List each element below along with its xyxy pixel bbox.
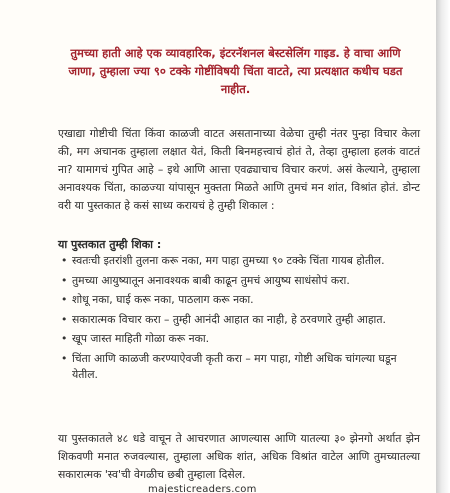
intro-paragraph: एखाद्या गोष्टीची चिंता किंवा काळजी वाटत असतानाच्या वेळेचा तुम्ही नंतर पुन्हा विचार केला की, मग अचानक तुम्हाला लक्षात येतं, किती बिनमहत्त्वाचं होतं ते, तेव्हा तुम्हाला हलकं वाटतं ना? यामागचं गुपित आहे – इथे आणि आत्ता एवढ्याचाच विचार करणं. असं केल्याने, तुम्हाला अनावश्यक चिंता, काळज्या यांपासून मुक्तता मिळते आणि तुमचं मन शांत, विश्रांत होतं. डोन्ट वरी या पुस्तकात हे कसं साध्य करायचं हे तुम्ही शिकाल :: [58, 127, 420, 212]
list-item: • तुमच्या आयुष्यातून अनावश्यक बाबी काढून तुमचं आयुष्य साधंसोपं करा.: [58, 273, 420, 290]
list-item: • खूप जास्त माहिती गोळा करू नका.: [58, 331, 420, 348]
list-item: • शोधू नका, घाई करू नका, पाठलाग करू नका.: [58, 292, 420, 309]
headline-blurb: तुमच्या हाती आहे एक व्यावहारिक, इंटरनॅशनल बेस्टसेलिंग गाइड. हे वाचा आणि जाणा, तुम्हाला ज्या ९० टक्के गोष्टींविषयी चिंता वाटते, त्या प्रत्यक्षात कधीच घडत नाहीत.: [68, 46, 403, 96]
closing-paragraph: या पुस्तकातले ४८ धडे वाचून ते आचरणात आणल्यास आणि यातल्या ३० झेनगो अर्थात झेन शिकवणी मनात रुजवल्यास, तुम्हाला अधिक शांत, अधिक विश्रांत वाटेल आणि तुमच्यातल्या सकारात्मक 'स्व'ची वेगळीच छबी तुम्हाला दिसेल.: [58, 432, 420, 481]
list-item: • सकारात्मक विचार करा – तुम्ही आनंदी आहात का नाही, हे ठरवणारे तुम्ही आहात.: [58, 312, 420, 329]
list-item: • स्वतःची इतरांशी तुलना करू नका, मग पाहा तुमच्या ९० टक्के चिंता गायब होतील.: [58, 253, 420, 270]
list-title: या पुस्तकात तुम्ही शिका :: [58, 238, 162, 251]
list-item: • चिंता आणि काळजी करण्याऐवजी कृती करा – मग पाहा, गोष्टी अधिक चांगल्या घडून येतील.: [58, 351, 420, 384]
book-spine-edge: [436, 0, 450, 493]
learning-points-list: [58, 253, 420, 387]
footer-url: majesticreaders.com: [148, 484, 257, 493]
